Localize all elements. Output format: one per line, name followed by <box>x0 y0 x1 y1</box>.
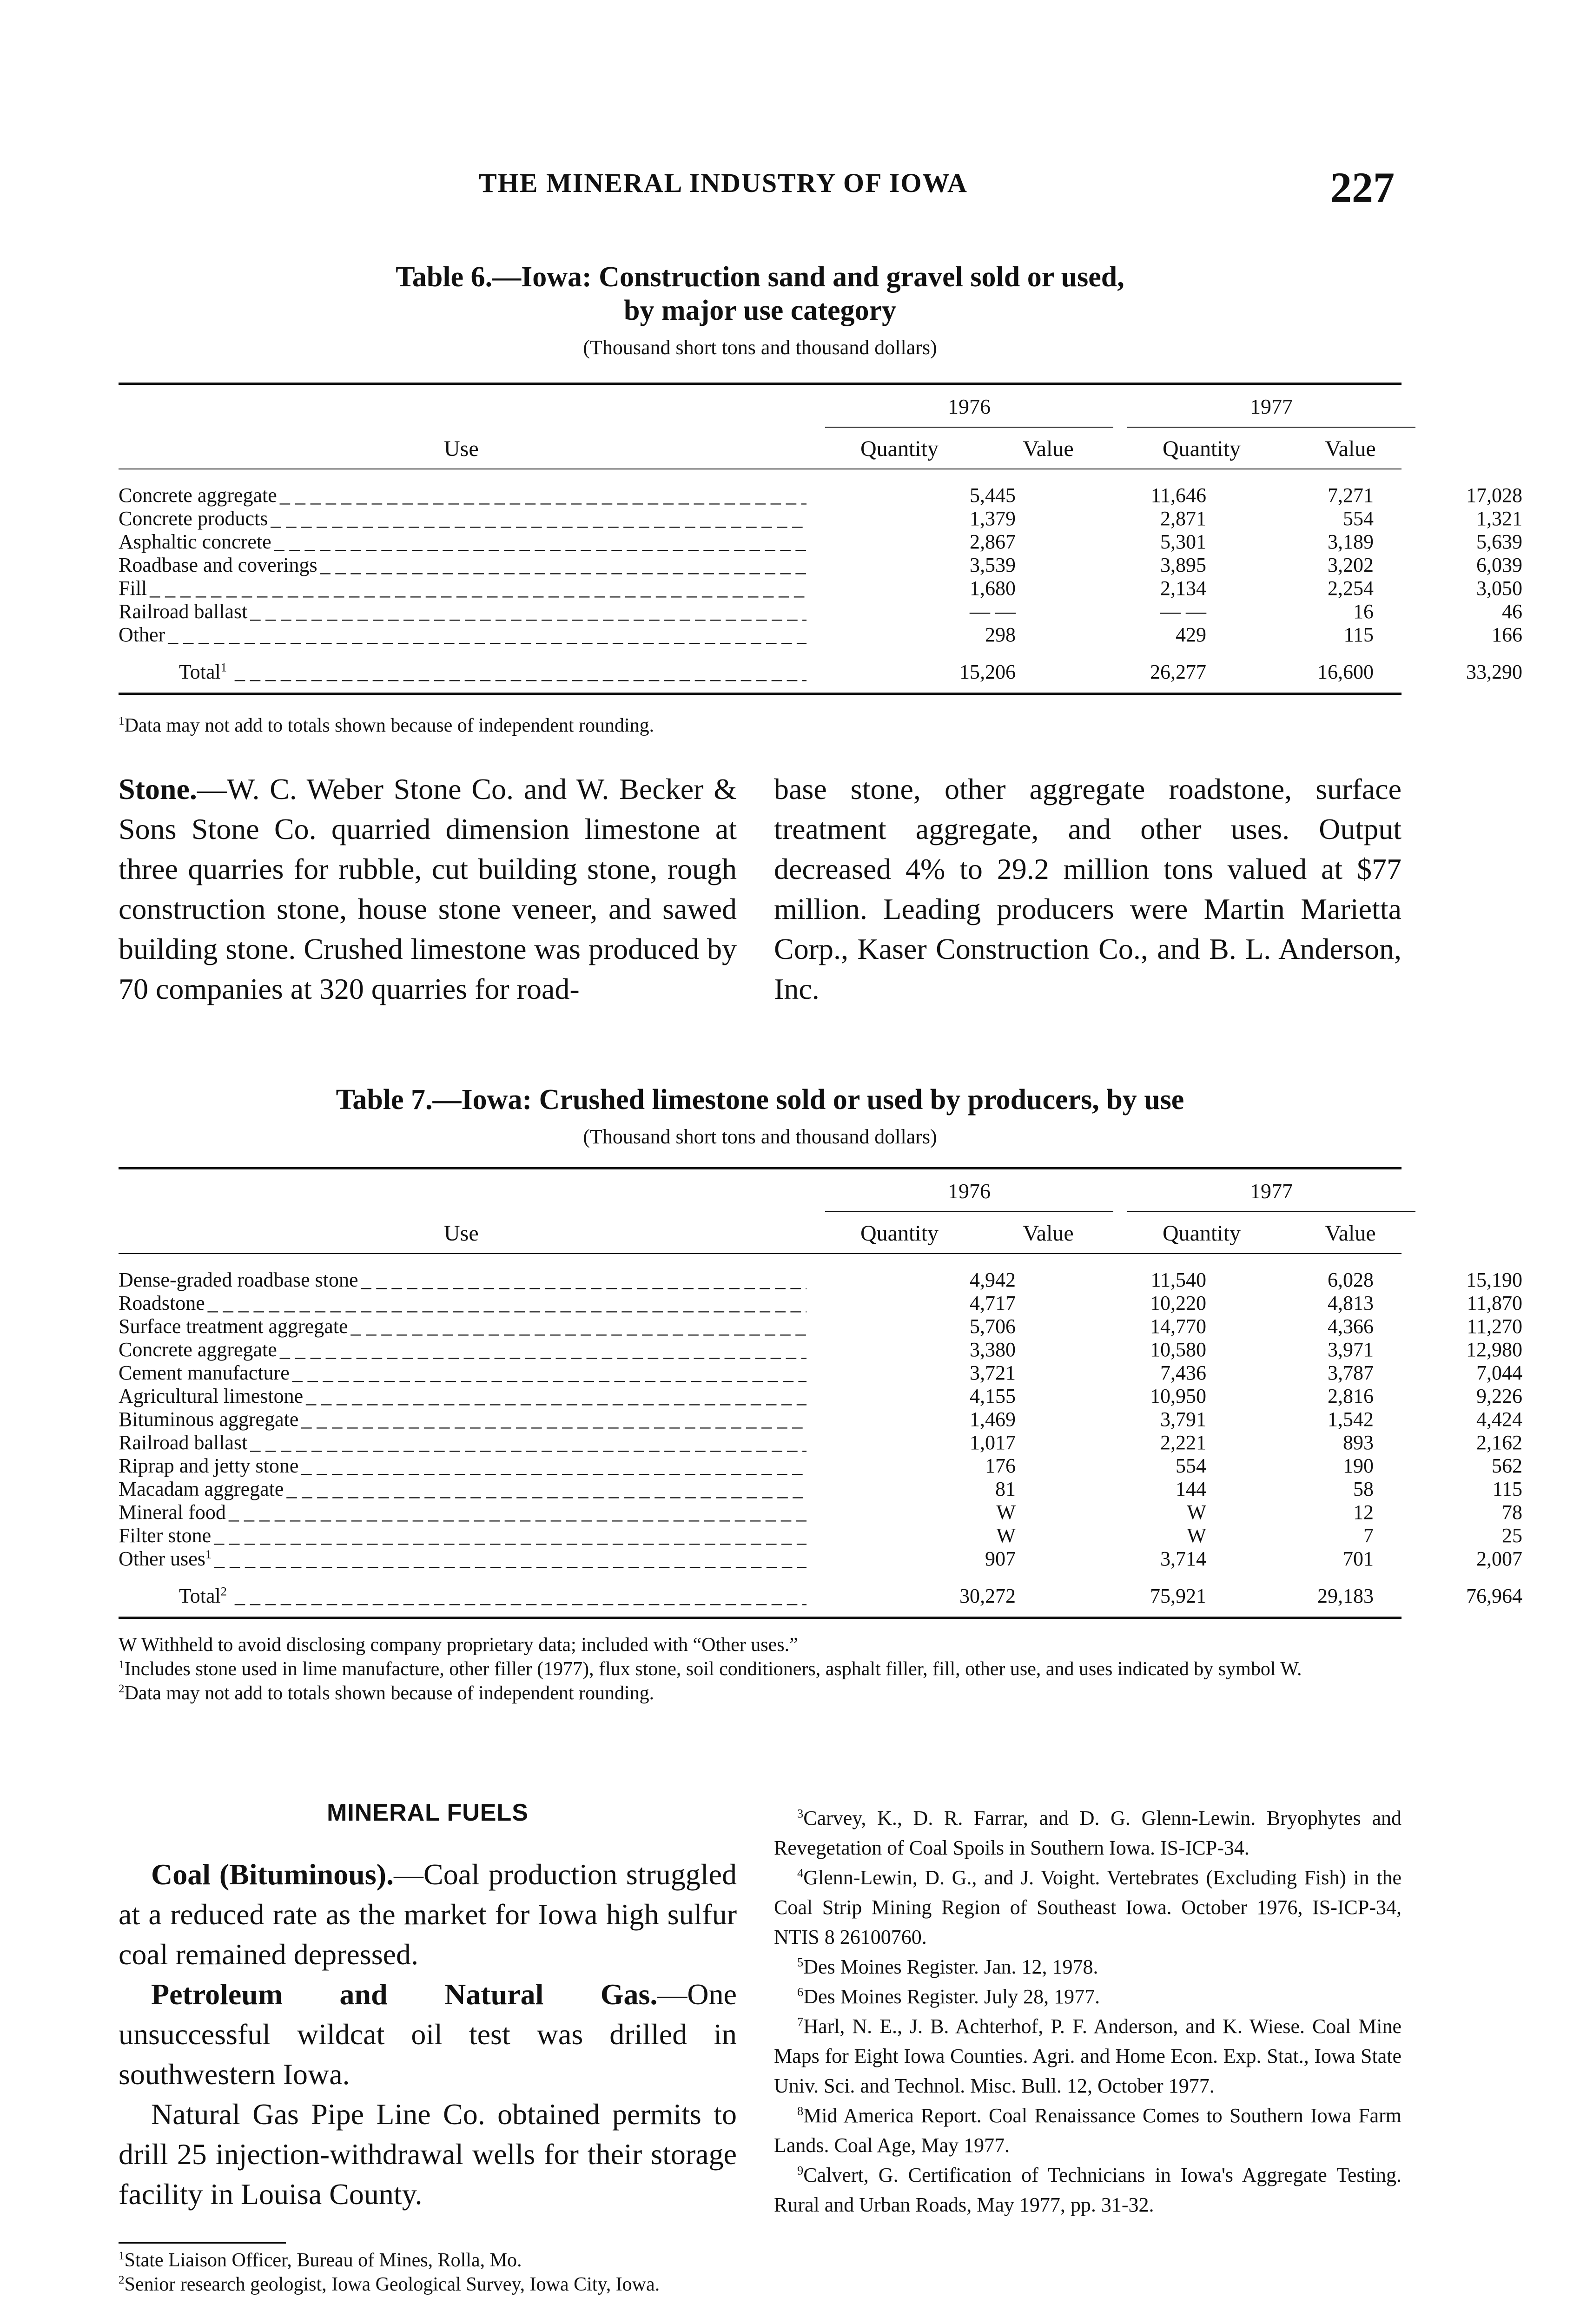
cell: 2,162 <box>1476 1431 1522 1454</box>
row-label: Cement manufacture <box>119 1361 290 1384</box>
table-row <box>119 1431 1522 1454</box>
mineral-fuels-heading: MINERAL FUELS <box>327 1799 529 1826</box>
cell: 6,028 <box>1328 1268 1374 1291</box>
row-label: Agricultural limestone <box>119 1385 304 1407</box>
petroleum-paragraph <box>119 1974 737 2094</box>
table-6-header <box>119 385 1402 469</box>
cell: 3,202 <box>1328 554 1374 576</box>
footnote-marker: 1 <box>220 660 227 674</box>
table-7-title: Table 7.—Iowa: Crushed limestone sold or used by producers, by use <box>336 1084 1184 1116</box>
footnote-text: Data may not add to totals shown because of independent rounding. <box>124 1683 654 1704</box>
coal-paragraph <box>119 1855 737 1974</box>
table-7-total-row <box>119 1584 1522 1617</box>
table-6 <box>119 260 1522 738</box>
reference-item <box>774 1863 1402 1952</box>
table-row <box>119 1384 1522 1407</box>
table-7-year-1977: 1977 <box>1250 1179 1293 1203</box>
table-row <box>119 1454 1522 1477</box>
table-row <box>119 1524 1522 1547</box>
row-label: Roadstone <box>119 1292 205 1314</box>
stone-lead: Stone. <box>119 772 197 805</box>
row-label: Roadbase and coverings <box>119 553 320 577</box>
author-note-text: State Liaison Officer, Bureau of Mines, Rolla, Mo. <box>124 2250 522 2271</box>
table-row <box>119 1268 1522 1291</box>
table-7-bottom-rule <box>119 1617 1402 1619</box>
footnote-marker: 1 <box>119 1658 125 1671</box>
total-cell: 76,964 <box>1466 1585 1522 1607</box>
table-row <box>119 1291 1522 1314</box>
row-label: Riprap and jetty stone <box>119 1454 299 1477</box>
table-7-col-val-1977: Value <box>1325 1221 1376 1246</box>
cell: 5,445 <box>970 484 1016 507</box>
stone-right-text: base stone, other aggregate roadstone, surface treatment aggregate, and other uses. Output decreased 4% to 29.2 million tons valued at $77 million. Leading producers were Martin Marietta Corp., Kaser Construction Co., and B. L. Anderson, Inc. <box>774 772 1402 1005</box>
cell: 14,770 <box>1150 1315 1206 1338</box>
table-6-body <box>119 483 1522 646</box>
row-label: Other uses <box>119 1547 205 1570</box>
cell: 144 <box>1176 1478 1206 1500</box>
table-6-footnote <box>119 713 1402 738</box>
ref-marker: 8 <box>797 2104 804 2118</box>
cell: W <box>1187 1501 1206 1524</box>
cell: 893 <box>1343 1431 1374 1454</box>
row-label: Concrete aggregate <box>119 1338 277 1361</box>
cell-dash: — — <box>1160 600 1206 623</box>
table-row <box>119 483 1522 507</box>
cell: 3,050 <box>1476 577 1522 600</box>
cell: 25 <box>1502 1524 1522 1547</box>
table-7-year-1976: 1976 <box>948 1179 991 1203</box>
ref-marker: 4 <box>797 1866 804 1880</box>
cell: 7,044 <box>1476 1361 1522 1384</box>
table-row <box>119 530 1522 553</box>
cell: W <box>1187 1524 1206 1547</box>
cell: 3,971 <box>1328 1338 1374 1361</box>
cell: 554 <box>1176 1454 1206 1477</box>
cell-dash: — — <box>970 600 1016 623</box>
stone-right-column <box>774 769 1402 1009</box>
row-label: Macadam aggregate <box>119 1478 284 1500</box>
reference-item <box>774 1952 1402 1982</box>
row-label: Concrete products <box>119 507 271 530</box>
reference-text: Des Moines Register. Jan. 12, 1978. <box>803 1955 1098 1978</box>
footnote-marker: 1 <box>119 715 125 727</box>
cell: 1,321 <box>1476 507 1522 530</box>
cell: 17,028 <box>1466 484 1522 507</box>
table-row <box>119 1500 1522 1524</box>
row-label: Filter stone <box>119 1524 212 1547</box>
cell: 2,816 <box>1328 1385 1374 1407</box>
cell: 7 <box>1363 1524 1374 1547</box>
author-note <box>119 2272 737 2297</box>
cell: 16 <box>1353 600 1374 623</box>
cell: 4,717 <box>970 1292 1016 1314</box>
cell: 554 <box>1343 507 1374 530</box>
table-7-col-qty-1977: Quantity <box>1163 1221 1241 1246</box>
ref-marker: 5 <box>797 1955 804 1969</box>
cell: 907 <box>985 1547 1016 1570</box>
reference-text: Mid America Report. Coal Renaissance Comes to Southern Iowa Farm Lands. Coal Age, May 1977. <box>774 2104 1402 2157</box>
reference-item <box>774 2101 1402 2160</box>
reference-text: Calvert, G. Certification of Technicians in Iowa's Aggregate Testing. Rural and Urban Roads, May 1977, pp. 31-32. <box>774 2164 1402 2216</box>
table-7-year2-rule <box>1127 1211 1415 1212</box>
reference-item <box>774 2012 1402 2101</box>
author-notes <box>119 2248 737 2297</box>
cell: 1,017 <box>970 1431 1016 1454</box>
cell: 4,424 <box>1476 1408 1522 1431</box>
cell: 2,871 <box>1160 507 1206 530</box>
table-7-col-qty-1976: Quantity <box>860 1221 939 1246</box>
table-7-year1-rule <box>825 1211 1113 1212</box>
reference-item <box>774 2160 1402 2220</box>
ref-marker: 9 <box>797 2163 804 2178</box>
footnote-text: Data may not add to totals shown because of independent rounding. <box>124 715 654 736</box>
footnote-marker: 2 <box>119 1683 125 1695</box>
table-6-total-row <box>119 660 1522 693</box>
row-label: Concrete aggregate <box>119 483 280 507</box>
table-6-year-1977: 1977 <box>1250 395 1293 418</box>
references-column <box>774 1803 1402 2220</box>
author-note <box>119 2248 737 2272</box>
cell: 562 <box>1492 1454 1522 1477</box>
cell: 78 <box>1502 1501 1522 1524</box>
cell: 11,646 <box>1150 484 1206 507</box>
cell: 2,254 <box>1328 577 1374 600</box>
cell: 2,007 <box>1476 1547 1522 1570</box>
coal-lead: Coal (Bituminous). <box>151 1858 394 1891</box>
cell: 4,813 <box>1328 1292 1374 1314</box>
row-label: Railroad ballast <box>119 1431 248 1454</box>
table-6-col-val-1976: Value <box>1023 436 1074 461</box>
table-7-units: (Thousand short tons and thousand dollars) <box>583 1125 937 1148</box>
cell: 58 <box>1353 1478 1374 1500</box>
cell: 4,155 <box>970 1385 1016 1407</box>
cell: 12 <box>1353 1501 1374 1524</box>
cell: 190 <box>1343 1454 1374 1477</box>
cell: 2,221 <box>1160 1431 1206 1454</box>
table-7-col-use: Use <box>444 1221 479 1246</box>
table-6-bottom-rule <box>119 693 1402 695</box>
table-6-title-line1: Table 6.—Iowa: Construction sand and gravel sold or used, <box>396 261 1124 293</box>
table-6-col-qty-1977: Quantity <box>1163 436 1241 461</box>
reference-text: Glenn-Lewin, D. G., and J. Voight. Vertebrates (Excluding Fish) in the Coal Strip Mining Region of Southeast Iowa. October 1976, IS-ICP-34, NTIS 8 26100760. <box>774 1866 1402 1948</box>
cell: 7,271 <box>1328 484 1374 507</box>
total-cell: 16,600 <box>1317 660 1374 683</box>
author-note-text: Senior research geologist, Iowa Geological Survey, Iowa City, Iowa. <box>124 2274 660 2295</box>
footnote-marker: 2 <box>220 1584 227 1598</box>
total-cell: 26,277 <box>1150 660 1206 683</box>
table-7-footnote-1 <box>119 1657 1402 1681</box>
cell: 9,226 <box>1476 1385 1522 1407</box>
cell: 10,220 <box>1150 1292 1206 1314</box>
cell: 2,867 <box>970 530 1016 553</box>
cell: 11,540 <box>1150 1268 1206 1291</box>
table-6-year2-rule <box>1127 427 1415 428</box>
table-7-footnote-2 <box>119 1681 1402 1705</box>
table-6-col-use: Use <box>444 436 479 461</box>
table-6-title-line2: by major use category <box>623 295 896 326</box>
stone-left-text: —W. C. Weber Stone Co. and W. Becker & Sons Stone Co. quarried dimension limestone at three quarries for rubble, cut building stone, rough construction stone, house stone veneer, and sawed building stone. Crushed limestone was produced by 70 companies at 320 quarries for road- <box>119 772 737 1005</box>
total-cell: 29,183 <box>1317 1585 1374 1607</box>
cell: 3,380 <box>970 1338 1016 1361</box>
page-number: 227 <box>1330 164 1395 211</box>
table-6-year-1976: 1976 <box>948 395 991 418</box>
total-label: Total <box>179 1585 221 1607</box>
row-label: Other <box>119 623 168 647</box>
cell: 3,787 <box>1328 1361 1374 1384</box>
petroleum-text: —One unsuccessful wildcat oil test was drilled in southwestern Iowa. <box>119 1978 737 2091</box>
table-7-col-val-1976: Value <box>1023 1221 1074 1246</box>
running-title: THE MINERAL INDUSTRY OF IOWA <box>479 168 968 198</box>
cell: 10,580 <box>1150 1338 1206 1361</box>
row-label: Asphaltic concrete <box>119 530 274 554</box>
footnote-marker: 2 <box>119 2274 125 2286</box>
cell: 429 <box>1176 623 1206 646</box>
running-head <box>139 163 1395 214</box>
cell: W <box>996 1524 1016 1547</box>
row-label: Bituminous aggregate <box>119 1408 299 1431</box>
total-cell: 75,921 <box>1150 1585 1206 1607</box>
table-6-col-qty-1976: Quantity <box>860 436 939 461</box>
ref-marker: 6 <box>797 1985 804 1999</box>
table-7-body <box>119 1268 1522 1570</box>
natural-gas-paragraph: Natural Gas Pipe Line Co. obtained permits to drill 25 injection-withdrawal wells for their storage facility in Louisa County. <box>119 2098 737 2211</box>
footnote-rule <box>119 2242 286 2244</box>
table-7 <box>119 1083 1522 1705</box>
reference-item <box>774 1982 1402 2012</box>
cell: 176 <box>985 1454 1016 1477</box>
total-label: Total <box>179 660 221 683</box>
table-7-footnote-w: W Withheld to avoid disclosing company proprietary data; included with “Other uses.” <box>119 1634 798 1656</box>
cell: 3,714 <box>1160 1547 1206 1570</box>
table-6-col-val-1977: Value <box>1325 436 1376 461</box>
table-row <box>119 553 1522 576</box>
reference-text: Des Moines Register. July 28, 1977. <box>803 1985 1100 2008</box>
cell: 5,706 <box>970 1315 1016 1338</box>
cell: 10,950 <box>1150 1385 1206 1407</box>
ref-marker: 3 <box>797 1806 804 1821</box>
row-label: Mineral food <box>119 1501 226 1524</box>
table-6-year1-rule <box>825 427 1113 428</box>
cell: 3,721 <box>970 1361 1016 1384</box>
cell: 1,469 <box>970 1408 1016 1431</box>
total-cell: 33,290 <box>1466 660 1522 683</box>
row-label: Railroad ballast <box>119 600 250 623</box>
reference-text: Harl, N. E., J. B. Achterhof, P. F. Anderson, and K. Wiese. Coal Mine Maps for Eight Iowa Counties. Agri. and Home Econ. Exp. Stat., Iowa State Univ. Sci. and Technol. Misc. Bull. 12, October 1977. <box>774 2015 1402 2097</box>
footnote-marker: 1 <box>205 1547 212 1561</box>
table-row <box>119 576 1522 600</box>
cell: 11,870 <box>1467 1292 1522 1314</box>
table-row <box>119 600 1522 623</box>
cell: 1,379 <box>970 507 1016 530</box>
table-7-header <box>119 1169 1402 1253</box>
cell: 5,301 <box>1160 530 1206 553</box>
cell: 3,895 <box>1160 554 1206 576</box>
total-cell: 30,272 <box>959 1585 1016 1607</box>
cell: 11,270 <box>1467 1315 1522 1338</box>
petroleum-lead: Petroleum and Natural Gas. <box>151 1978 658 2011</box>
reference-text: Carvey, K., D. R. Farrar, and D. G. Glenn-Lewin. Bryophytes and Revegetation of Coal Spoils in Southern Iowa. IS-ICP-34. <box>774 1807 1402 1859</box>
table-row <box>119 1407 1522 1431</box>
cell: 3,539 <box>970 554 1016 576</box>
table-row <box>119 623 1522 646</box>
cell: 1,680 <box>970 577 1016 600</box>
table-7-header-rule <box>119 1253 1402 1254</box>
cell: 115 <box>1343 623 1374 646</box>
table-row <box>119 1338 1522 1361</box>
cell: 5,639 <box>1476 530 1522 553</box>
cell: 3,791 <box>1160 1408 1206 1431</box>
table-6-units: (Thousand short tons and thousand dollars) <box>583 336 937 359</box>
cell: 115 <box>1492 1478 1522 1500</box>
table-row <box>119 507 1522 530</box>
cell: W <box>996 1501 1016 1524</box>
cell: 81 <box>995 1478 1016 1500</box>
row-label: Dense-graded roadbase stone <box>119 1268 358 1291</box>
footnote-text: Includes stone used in lime manufacture, other filler (1977), flux stone, soil conditioners, asphalt filler, fill, other use, and uses indicated by symbol W. <box>124 1658 1302 1680</box>
cell: 298 <box>985 623 1016 646</box>
table-row <box>119 1547 1522 1570</box>
coal-text: —Coal production struggled at a reduced rate as the market for Iowa high sulfur coal remained depressed. <box>119 1858 737 1971</box>
cell: 1,542 <box>1328 1408 1374 1431</box>
cell: 12,980 <box>1466 1338 1522 1361</box>
total-cell: 15,206 <box>959 660 1016 683</box>
ref-marker: 7 <box>797 2014 804 2029</box>
cell: 46 <box>1502 600 1522 623</box>
reference-item <box>774 1803 1402 1863</box>
cell: 15,190 <box>1466 1268 1522 1291</box>
table-row <box>119 1361 1522 1384</box>
row-label: Fill <box>119 576 150 600</box>
stone-left-column <box>119 769 737 1009</box>
row-label: Surface treatment aggregate <box>119 1315 348 1338</box>
cell: 166 <box>1492 623 1522 646</box>
table-row <box>119 1314 1522 1338</box>
cell: 6,039 <box>1476 554 1522 576</box>
cell: 7,436 <box>1160 1361 1206 1384</box>
cell: 4,942 <box>970 1268 1016 1291</box>
mineral-fuels-column <box>119 1799 737 2297</box>
footnote-marker: 1 <box>119 2250 125 2262</box>
cell: 4,366 <box>1328 1315 1374 1338</box>
table-row <box>119 1477 1522 1500</box>
cell: 2,134 <box>1160 577 1206 600</box>
cell: 3,189 <box>1328 530 1374 553</box>
cell: 701 <box>1343 1547 1374 1570</box>
